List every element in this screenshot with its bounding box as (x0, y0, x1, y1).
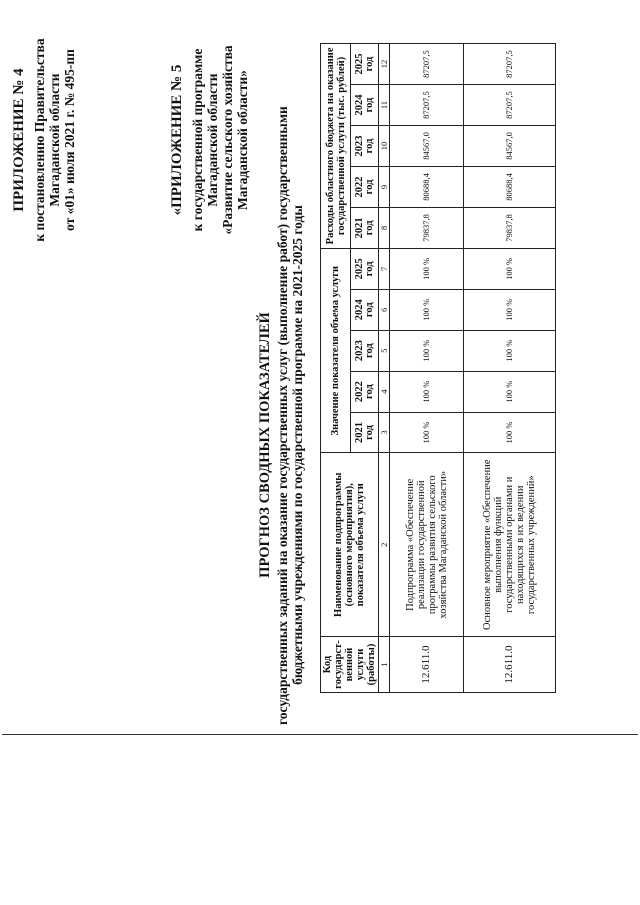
row-2-budget-2024: 87207,5 (464, 85, 556, 126)
forecast-subtitle-2: бюджетными учреждениями по государственной программе на 2021-2025 годы (290, 205, 305, 685)
footer-divider (2, 734, 638, 735)
annex-4-title: ПРИЛОЖЕНИЕ № 4 (11, 68, 27, 212)
budget-year-2024: 2024 год (351, 85, 379, 126)
volume-year-2025: 2025 год (351, 248, 379, 289)
row-1-volume-2021: 100 % (390, 412, 464, 453)
row-1-budget-2024: 87207,5 (390, 85, 464, 126)
col-num-6: 6 (379, 289, 390, 330)
annex-4-line-3: от «01» июля 2021 г. № 495-пп (62, 49, 77, 231)
row-1-volume-2023: 100 % (390, 330, 464, 371)
col-num-9: 9 (379, 166, 390, 207)
row-2-volume-2025: 100 % (464, 248, 556, 289)
col-num-1: 1 (379, 637, 390, 693)
col-num-12: 12 (379, 44, 390, 85)
annex-5-title: «ПРИЛОЖЕНИЕ № 5 (169, 64, 185, 216)
row-2-volume-2021: 100 % (464, 412, 556, 453)
row-1-budget-2025: 87207,5 (390, 44, 464, 85)
annex-5-header (170, 25, 250, 255)
row-1-budget-2022: 80688,4 (390, 166, 464, 207)
row-1-volume-2022: 100 % (390, 371, 464, 412)
col-num-10: 10 (379, 126, 390, 167)
row-1-code: 12.611.0 (390, 637, 464, 693)
volume-year-2021: 2021 год (351, 412, 379, 453)
col-num-4: 4 (379, 371, 390, 412)
col-num-11: 11 (379, 85, 390, 126)
table-row (390, 44, 464, 693)
col-num-2: 2 (379, 453, 390, 637)
col-num-7: 7 (379, 248, 390, 289)
row-2-volume-2024: 100 % (464, 289, 556, 330)
budget-year-2022: 2022 год (351, 166, 379, 207)
row-2-budget-2022: 80688,4 (464, 166, 556, 207)
col-num-5: 5 (379, 330, 390, 371)
row-1-volume-2025: 100 % (390, 248, 464, 289)
row-1-volume-2024: 100 % (390, 289, 464, 330)
col-num-8: 8 (379, 207, 390, 248)
budget-year-2021: 2021 год (351, 207, 379, 248)
volume-year-2024: 2024 год (351, 289, 379, 330)
annex-5-line-3: «Развитие сельского хозяйства (220, 45, 235, 235)
annex-5-line-1: к государственной программе (190, 48, 205, 232)
column-number-row (379, 44, 390, 693)
budget-year-2023: 2023 год (351, 126, 379, 167)
annex-4-header (12, 25, 77, 255)
row-2-budget-2021: 79837,8 (464, 207, 556, 248)
row-2-volume-2022: 100 % (464, 371, 556, 412)
row-2-budget-2025: 87207,5 (464, 44, 556, 85)
volume-year-2022: 2022 год (351, 371, 379, 412)
annex-4-line-2: Магаданской области (47, 73, 62, 207)
header-budget: Расходы областного бюджета на оказание государственной услуги (тыс. рублей) (321, 44, 351, 249)
volume-year-2023: 2023 год (351, 330, 379, 371)
row-1-budget-2021: 79837,8 (390, 207, 464, 248)
table-row (464, 44, 556, 693)
annex-5-line-2: Магаданской области (205, 73, 220, 207)
col-num-3: 3 (379, 412, 390, 453)
forecast-subtitle-1: государственных заданий на оказание государственных услуг (выполнение работ) государственными (275, 106, 290, 725)
annex-5-line-4: Магаданской области» (235, 70, 250, 210)
forecast-title-block (257, 106, 305, 725)
row-2-name: Основное мероприятие «Обеспечение выполнения функций государственными органами и находящихся в их ведении государственных учреждений» (464, 453, 556, 637)
row-1-name: Подпрограмма «Обеспечение реализации государственной программы развития сельского хозяйства Магаданской области» (390, 453, 464, 637)
row-1-budget-2023: 84567,0 (390, 126, 464, 167)
budget-year-2025: 2025 год (351, 44, 379, 85)
row-2-code: 12.611.0 (464, 637, 556, 693)
forecast-title: ПРОГНОЗ СВОДНЫХ ПОКАЗАТЕЛЕЙ (257, 312, 273, 578)
indicators-table (320, 43, 556, 693)
header-code: Код государст-венной услуги (работы) (321, 637, 379, 693)
header-name: Наименование подпрограммы (основного мероприятия), показателя объема услуги (321, 453, 379, 637)
row-2-budget-2023: 84567,0 (464, 126, 556, 167)
row-2-volume-2023: 100 % (464, 330, 556, 371)
annex-4-line-1: к постановлению Правительства (32, 38, 47, 242)
header-volume: Значение показателя объема услуги (321, 248, 351, 453)
